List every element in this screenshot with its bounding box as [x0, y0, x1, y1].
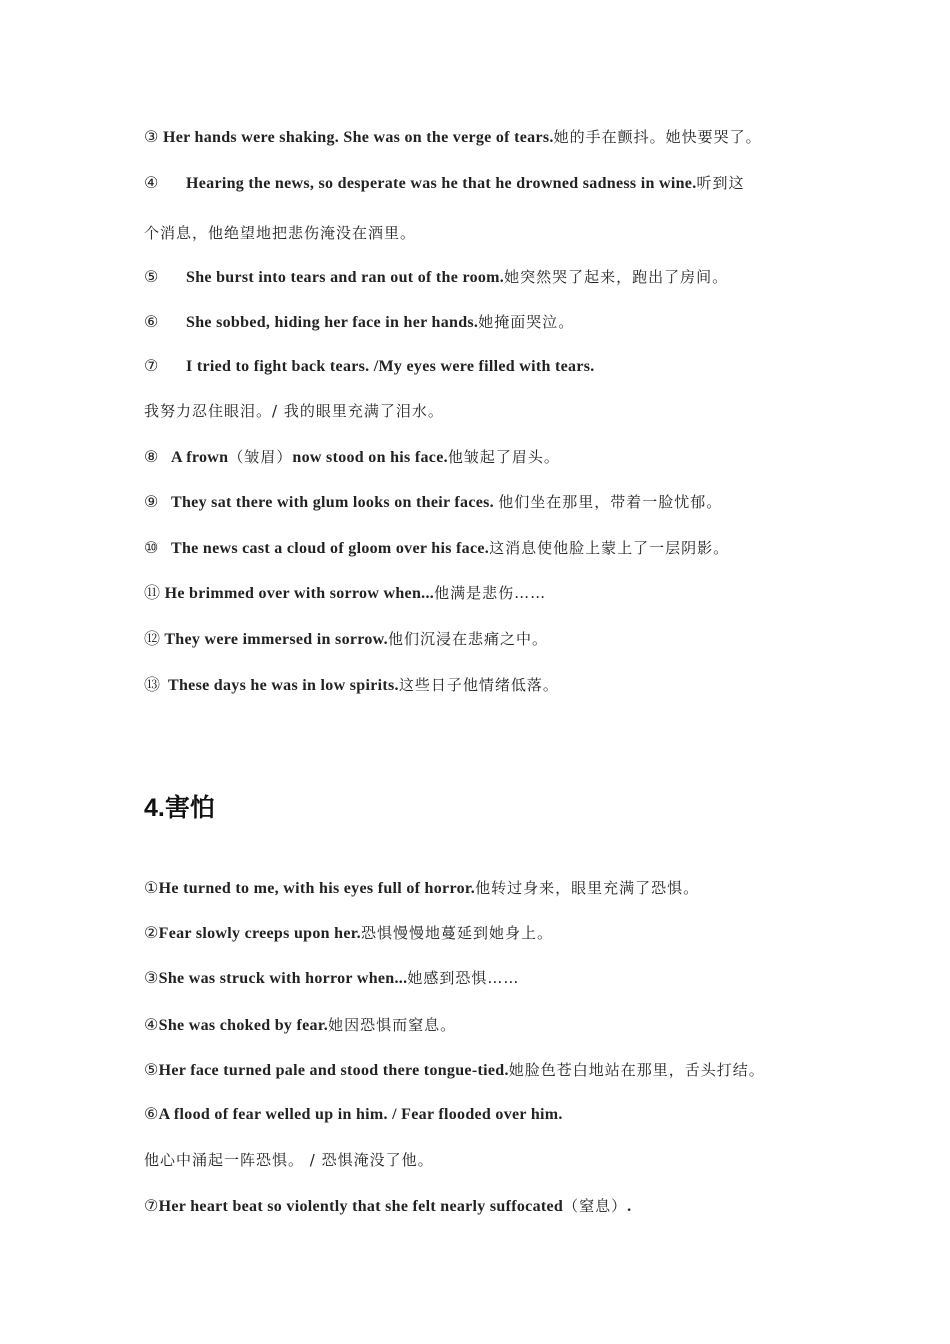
- chinese-gloss: （皱眉）: [228, 448, 293, 466]
- english-text: Hearing the news, so desperate was he that he drowned sadness in wine.: [186, 175, 697, 192]
- english-text-continued: .: [627, 1198, 632, 1215]
- english-text: A flood of fear welled up in him. / Fear flooded over him.: [158, 1106, 563, 1123]
- chinese-text: 他满是悲伤……: [434, 584, 547, 602]
- sad-line-4-continued: [144, 222, 834, 245]
- sad-line-11: [144, 582, 834, 605]
- chinese-text: 他们沉浸在悲痛之中。: [387, 630, 548, 648]
- sad-line-5: [144, 266, 834, 289]
- fear-line-4: [144, 1014, 834, 1037]
- item-number: ①: [144, 880, 159, 897]
- sad-line-3: [144, 126, 834, 149]
- english-text: He brimmed over with sorrow when...: [160, 585, 435, 602]
- english-text: The news cast a cloud of gloom over his face.: [171, 540, 490, 557]
- sad-line-12: [144, 628, 834, 651]
- english-text: Her hands were shaking. She was on the verge of tears.: [158, 129, 554, 146]
- english-text: They were immersed in sorrow.: [160, 631, 388, 648]
- fear-line-6-translation: [144, 1149, 834, 1172]
- fear-line-1: [144, 877, 834, 900]
- sad-line-4: [144, 172, 834, 195]
- item-number: ⑦: [144, 358, 159, 375]
- fear-line-7: [144, 1195, 834, 1218]
- sad-line-7-translation: [144, 400, 834, 423]
- english-text: A frown: [171, 449, 229, 466]
- chinese-text: 他转过身来，眼里充满了恐惧。: [475, 879, 700, 897]
- item-number: ⑫: [144, 631, 161, 648]
- english-text: Her heart beat so violently that she felt nearly suffocated: [158, 1198, 564, 1215]
- item-number: ⑪: [144, 585, 161, 602]
- english-text: Her face turned pale and stood there tongue-tied.: [158, 1062, 509, 1079]
- item-number: ⑩: [144, 540, 159, 557]
- chinese-text: 恐惧慢慢地蔓延到她身上。: [361, 924, 554, 942]
- chinese-text: 她突然哭了起来，跑出了房间。: [504, 268, 729, 286]
- item-number: ⑤: [144, 1062, 159, 1079]
- english-text-continued: now stood on his face.: [292, 449, 448, 466]
- chinese-text: 她感到恐惧……: [407, 969, 520, 987]
- english-text: She was struck with horror when...: [158, 970, 408, 987]
- english-text: I tried to fight back tears. /My eyes were filled with tears.: [186, 358, 595, 375]
- sad-line-6: [144, 311, 834, 334]
- item-number: ④: [144, 1017, 159, 1034]
- chinese-text: 我努力忍住眼泪。/ 我的眼里充满了泪水。: [144, 402, 444, 420]
- fear-line-5: [144, 1059, 834, 1082]
- english-text: She was choked by fear.: [158, 1017, 329, 1034]
- item-number: ②: [144, 925, 159, 942]
- item-number: ⑥: [144, 1106, 159, 1123]
- chinese-text: 她因恐惧而窒息。: [328, 1016, 457, 1034]
- chinese-text: 个消息，他绝望地把悲伤淹没在酒里。: [144, 224, 417, 242]
- item-number: ④: [144, 175, 159, 192]
- english-text: He turned to me, with his eyes full of horror.: [158, 880, 476, 897]
- sad-line-8: [144, 446, 834, 469]
- section-heading-fear: 4.害怕: [144, 794, 215, 822]
- fear-line-3: [144, 967, 834, 990]
- english-text: Fear slowly creeps upon her.: [158, 925, 361, 942]
- english-text: She burst into tears and ran out of the room.: [186, 269, 505, 286]
- sad-line-13: [144, 674, 834, 697]
- english-text: They sat there with glum looks on their faces.: [171, 494, 499, 511]
- chinese-text: 他皱起了眉头。: [447, 448, 560, 466]
- item-number: ⑧: [144, 449, 159, 466]
- chinese-text: 她掩面哭泣。: [478, 313, 575, 331]
- chinese-text: 她的手在颤抖。她快要哭了。: [553, 128, 762, 146]
- sad-line-7: [144, 356, 834, 378]
- item-number: ③: [144, 129, 159, 146]
- item-number: ③: [144, 970, 159, 987]
- chinese-text: 这些日子他情绪低落。: [398, 676, 559, 694]
- english-text: She sobbed, hiding her face in her hands.: [186, 314, 479, 331]
- english-text: These days he was in low spirits.: [168, 677, 399, 694]
- chinese-text: 听到这: [696, 174, 745, 192]
- chinese-text: 这消息使他脸上蒙上了一层阴影。: [489, 539, 730, 557]
- item-number: ⑤: [144, 269, 159, 286]
- chinese-text: 她脸色苍白地站在那里，舌头打结。: [508, 1061, 765, 1079]
- item-number: ⑬: [144, 677, 161, 694]
- chinese-text: 他们坐在那里，带着一脸忧郁。: [498, 493, 723, 511]
- item-number: ⑨: [144, 494, 159, 511]
- sad-line-9: [144, 491, 834, 514]
- fear-line-6: [144, 1104, 834, 1126]
- item-number: ⑦: [144, 1198, 159, 1215]
- fear-line-2: [144, 922, 834, 945]
- item-number: ⑥: [144, 314, 159, 331]
- chinese-text: 他心中涌起一阵恐惧。 / 恐惧淹没了他。: [144, 1151, 434, 1169]
- chinese-gloss: （窒息）: [563, 1197, 628, 1215]
- sad-line-10: [144, 537, 834, 560]
